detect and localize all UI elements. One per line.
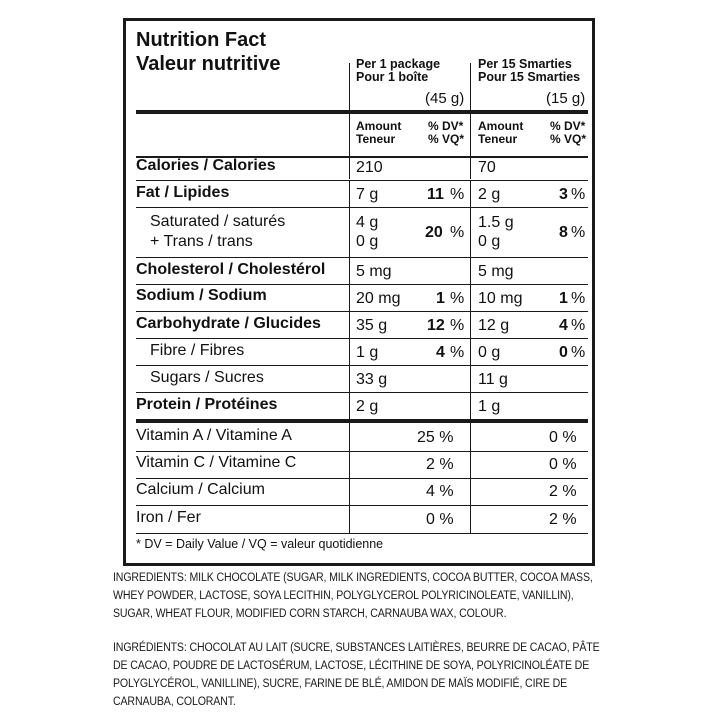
iron-pct-2: 2 % xyxy=(549,511,577,528)
row-fat-amount-2: 2 g xyxy=(478,186,501,203)
row-protein-amount-2: 1 g xyxy=(478,398,501,415)
nutrition-facts-panel xyxy=(123,18,595,566)
pct-sign: % xyxy=(450,290,465,307)
col1-per-en: Per 1 package xyxy=(356,57,441,71)
row-sodium-pct-2: 1 xyxy=(559,290,568,307)
row-saturated-amount-1: 4 g xyxy=(356,214,379,231)
row-calories-amount-2: 70 xyxy=(478,159,496,176)
col2-teneur: Teneur xyxy=(478,132,518,146)
row-rule xyxy=(136,207,588,208)
row-cholesterol-amount-1: 5 mg xyxy=(356,263,392,280)
row-fibre-label: Fibre / Fibres xyxy=(150,342,245,359)
col1-dv: % DV* xyxy=(428,119,464,133)
col2-amount: Amount xyxy=(478,119,524,133)
col2-dv: % DV* xyxy=(550,119,586,133)
row-sugars-amount-2: 11 g xyxy=(478,371,508,388)
vitamin-a-label: Vitamin A / Vitamine A xyxy=(136,427,292,444)
col1-serving: (45 g) xyxy=(425,90,465,107)
row-rule xyxy=(136,478,588,479)
row-carbohydrate-label: Carbohydrate / Glucides xyxy=(136,315,321,332)
row-saturated-label: Saturated / saturés xyxy=(150,213,286,230)
footnote: * DV = Daily Value / VQ = valeur quotidienne xyxy=(136,537,384,551)
vitamin-a-pct-1: 25 % xyxy=(417,429,454,446)
pct-sign: % xyxy=(450,344,465,361)
vitamin-c-label: Vitamin C / Vitamine C xyxy=(136,454,297,471)
row-sodium-pct-1: 1 xyxy=(436,290,445,307)
ingredients-french-text: INGRÉDIENTS: CHOCOLAT AU LAIT (SUCRE, SUBSTANCES LAITIÈRES, BEURRE DE CACAO, PÂTE DE CACAO, POUDRE DE LACTOSÉRUM, LACTOSE, LÉCITHINE DE SOYA, POLYRICINOLÉATE DE POLYGLYCÉROL, VANILLINE), SUCRE, FARINE DE BLÉ, AMIDON DE MAÏS MODIFIÉ, CIRE DE CARNAUBA, COLORANT. xyxy=(113,640,600,708)
vitamin-c-pct-2: 0 % xyxy=(549,456,577,473)
row-fibre-amount-1: 1 g xyxy=(356,344,379,361)
col1-amount: Amount xyxy=(356,119,402,133)
calcium-pct-2: 2 % xyxy=(549,483,577,500)
row-rule xyxy=(136,311,588,312)
row-calories-amount-1: 210 xyxy=(356,159,383,176)
col1-teneur: Teneur xyxy=(356,132,396,146)
row-sodium-amount-2: 10 mg xyxy=(478,290,523,307)
row-fibre-pct-2: 0 xyxy=(559,344,568,361)
row-rule xyxy=(136,284,588,285)
title-fr: Valeur nutritive xyxy=(136,53,281,75)
ingredients-english xyxy=(113,568,613,622)
row-sugars-amount-1: 33 g xyxy=(356,371,388,388)
ingredients-french xyxy=(113,638,613,710)
row-fibre-amount-2: 0 g xyxy=(478,344,501,361)
row-rule xyxy=(136,365,588,366)
col2-per-fr: Pour 15 Smarties xyxy=(478,70,581,84)
ingredients-english-text: INGREDIENTS: MILK CHOCOLATE (SUGAR, MILK INGREDIENTS, COCOA BUTTER, COCOA MASS, WHEY POWDER, LACTOSE, SOYA LECITHIN, POLYGLYCEROL POLYRICINOLEATE, VANILLIN), SUGAR, WHEAT FLOUR, MODIFIED CORN STARCH, CARNAUBA WAX, COLOUR. xyxy=(113,570,593,620)
col2-serving: (15 g) xyxy=(546,90,586,107)
row-saturated-pct-2: 8 xyxy=(559,224,568,241)
col2-vq: % VQ* xyxy=(550,132,587,146)
divider-col2-bottom xyxy=(470,423,471,533)
vitamin-a-pct-2: 0 % xyxy=(549,429,577,446)
row-fat-pct-1: 11 xyxy=(427,186,444,203)
row-rule xyxy=(136,257,588,258)
row-carbohydrate-pct-2: 4 xyxy=(559,317,568,334)
iron-label: Iron / Fer xyxy=(136,509,201,526)
col1-vq: % VQ* xyxy=(428,132,465,146)
row-sodium-amount-1: 20 mg xyxy=(356,290,401,307)
row-fat-pct-2: 3 xyxy=(559,186,568,203)
divider-col2-mid xyxy=(470,181,471,419)
title-en: Nutrition Fact xyxy=(136,29,266,51)
divider-col1-mid xyxy=(349,181,350,419)
row-saturated-pct-1: 20 xyxy=(425,224,443,241)
pct-sign: % xyxy=(450,317,465,334)
row-trans-label: + Trans / trans xyxy=(150,233,253,250)
iron-pct-1: 0 % xyxy=(426,511,454,528)
divider-col1-top xyxy=(349,63,350,179)
calcium-pct-1: 4 % xyxy=(426,483,454,500)
row-rule xyxy=(136,505,588,506)
row-fibre-pct-1: 4 xyxy=(436,344,445,361)
pct-sign: % xyxy=(571,344,586,361)
pct-sign: % xyxy=(571,224,586,241)
row-carbohydrate-amount-1: 35 g xyxy=(356,317,388,334)
pct-sign: % xyxy=(450,224,465,241)
row-calories-label: Calories / Calories xyxy=(136,157,276,174)
pct-sign: % xyxy=(571,317,586,334)
row-rule xyxy=(136,451,588,452)
divider-col1-bottom xyxy=(349,423,350,533)
thick-rule-vitamins xyxy=(136,419,588,423)
row-sugars-label: Sugars / Sucres xyxy=(150,369,264,386)
rule-above-footnote xyxy=(136,533,588,534)
row-fat-label: Fat / Lipides xyxy=(136,184,230,201)
calcium-label: Calcium / Calcium xyxy=(136,481,265,498)
row-rule xyxy=(136,180,588,181)
row-cholesterol-amount-2: 5 mg xyxy=(478,263,514,280)
vitamin-c-pct-1: 2 % xyxy=(426,456,454,473)
col2-per-en: Per 15 Smarties xyxy=(478,57,572,71)
row-cholesterol-label: Cholesterol / Cholestérol xyxy=(136,261,326,278)
row-saturated-amount-2: 1.5 g xyxy=(478,214,514,231)
row-rule xyxy=(136,338,588,339)
row-sodium-label: Sodium / Sodium xyxy=(136,287,267,304)
row-carbohydrate-amount-2: 12 g xyxy=(478,317,510,334)
row-fat-amount-1: 7 g xyxy=(356,186,379,203)
pct-sign: % xyxy=(571,186,586,203)
row-trans-amount-2: 0 g xyxy=(478,233,501,250)
divider-col2-top xyxy=(470,63,471,179)
row-rule xyxy=(136,392,588,393)
col1-per-fr: Pour 1 boîte xyxy=(356,70,429,84)
pct-sign: % xyxy=(571,290,586,307)
row-protein-label: Protein / Protéines xyxy=(136,396,278,413)
thick-rule-top xyxy=(136,110,588,114)
row-trans-amount-1: 0 g xyxy=(356,233,379,250)
row-carbohydrate-pct-1: 12 xyxy=(427,317,445,334)
pct-sign: % xyxy=(450,186,465,203)
row-protein-amount-1: 2 g xyxy=(356,398,379,415)
